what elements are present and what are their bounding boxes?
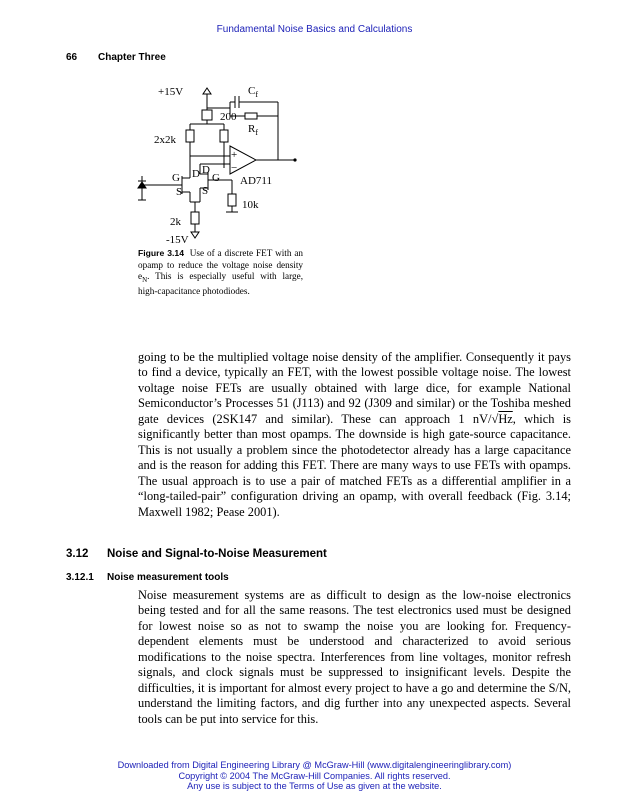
chapter-title: Chapter Three bbox=[98, 52, 166, 63]
rf-label: $R_f$ bbox=[248, 123, 259, 137]
running-header: Fundamental Noise Basics and Calculations bbox=[216, 24, 413, 35]
resistor-2x2k-left bbox=[186, 130, 194, 142]
r2k-label: 2k bbox=[170, 216, 181, 228]
cf-label: $C_f$ bbox=[248, 85, 259, 99]
opamp-plus-sign: + bbox=[231, 149, 238, 161]
fet2-drain-label: D bbox=[202, 164, 210, 176]
footer bbox=[0, 760, 629, 792]
r10k-label: 10k bbox=[242, 199, 259, 211]
resistor-200 bbox=[202, 110, 212, 120]
r200-label: 200 bbox=[220, 111, 237, 123]
r2x2k-label: 2x2k bbox=[154, 134, 176, 146]
footer-download-link[interactable]: Downloaded from Digital Engineering Library @ McGraw-Hill (www.digitalengineeringlibrary.com) bbox=[117, 760, 512, 770]
vplus-label: +15V bbox=[158, 86, 184, 98]
resistor-2k bbox=[191, 212, 199, 224]
fet1-gate-label: G bbox=[172, 172, 180, 184]
resistor-rf bbox=[245, 113, 257, 119]
footer-terms-link[interactable]: Any use is subject to the Terms of Use as given at the website. bbox=[187, 781, 442, 792]
vminus-arrow bbox=[191, 232, 199, 238]
fet1-source-label: S bbox=[176, 186, 183, 198]
fet2-gate-label: G bbox=[212, 172, 220, 184]
page-number: 66 bbox=[66, 52, 78, 63]
opamp-label: AD711 bbox=[240, 175, 272, 187]
section-number: 3.12 bbox=[66, 548, 89, 560]
figure-caption bbox=[138, 248, 303, 298]
caption-text-2: . This is especially useful with large, high-capacitance photodiodes. bbox=[138, 271, 303, 297]
subsection-title: Noise measurement tools bbox=[107, 572, 229, 583]
section-heading bbox=[66, 548, 327, 560]
footer-copyright: Copyright © 2004 The McGraw-Hill Companies. All rights reserved. bbox=[178, 770, 451, 781]
circuit-diagram bbox=[130, 80, 310, 248]
body-paragraph-1 bbox=[138, 350, 571, 520]
p1-part2: , which is significantly better than most opamps. The downside is high gate-source capacitance. This is not usually a problem since the photodetector already has a large capacitance and is the reason for adding this FET. There are many ways to use FETs with opamps. The usual approach is to use a pair of matched FETs as a differential amplifier in a “long-tailed-pair” configuration driving an opamp, with overall feedback (Fig. 3.14; Maxwell 1982; Pease 2001). bbox=[138, 411, 572, 519]
p1-hz: Hz bbox=[498, 411, 513, 426]
opamp-minus-sign: − bbox=[231, 162, 238, 174]
figure-label: Figure 3.14 bbox=[138, 248, 184, 258]
subsection-heading bbox=[66, 572, 229, 583]
body-paragraph-2: Noise measurement systems are as difficult to design as the low-noise electronics being tested and for all the same reasons. The test electronics used must be designed for lowest noise so as not to swamp the noise you are looking for. Frequency-dependent elements must be understood and characterized to avoid serious modifications to the noise spectra. Interferences from line voltages, monitor refresh signals, and clock signals must be suppressed to insignificant levels. Despite the difficulties, it is important for almost every project to have a go and determine the S/N, understand the limiting factors, and dig further into any unexpected aspects. Several tools can be put into service for this. bbox=[138, 588, 571, 726]
caption-subscript: N bbox=[142, 275, 148, 284]
vplus-arrow bbox=[203, 88, 211, 94]
p1-part1: going to be the multiplied voltage noise density of the amplifier. Consequently it pays to find a device, typically an FET, with the lowest possible voltage noise. The lowest voltage noise FETs are usually obtained with large dice, for example National Semiconductor’s Processes 51 (J113) and 92 (J309 and similar) or the Toshiba meshed gate devices (2SK147 and similar). These can approach 1 nV/ bbox=[138, 350, 571, 426]
caption-text: Use of a discrete FET with an opamp to reduce the voltage noise density e bbox=[138, 248, 303, 281]
resistor-10k bbox=[228, 194, 236, 206]
p1-sqrt: √ bbox=[491, 411, 499, 426]
resistor-2x2k-right bbox=[220, 130, 228, 142]
subsection-number: 3.12.1 bbox=[66, 572, 94, 583]
vminus-label: -15V bbox=[166, 234, 189, 246]
fet1-drain-label: D bbox=[192, 168, 200, 180]
fet2-source-label: S bbox=[202, 185, 209, 197]
section-title: Noise and Signal-to-Noise Measurement bbox=[107, 548, 327, 560]
